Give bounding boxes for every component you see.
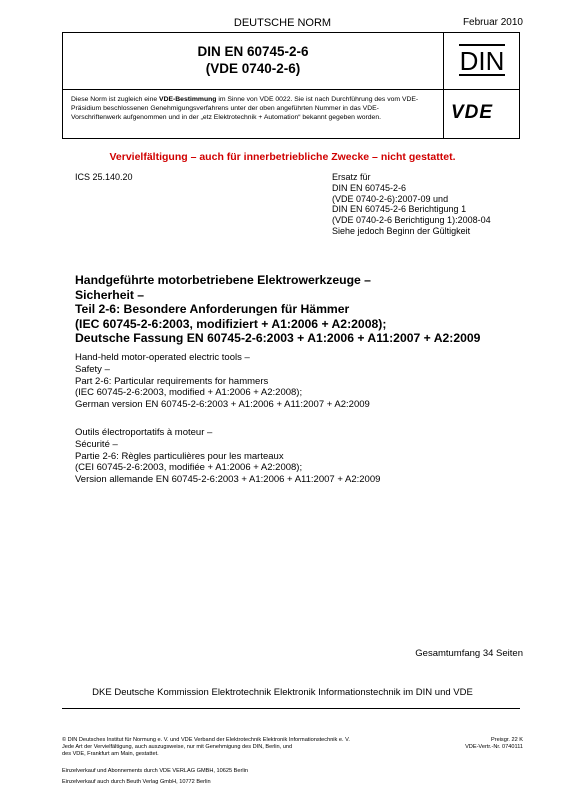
- copyright-notice: [62, 737, 422, 758]
- title-fr-line: Partie 2-6: Règles particulières pour les marteaux: [75, 450, 284, 462]
- vde-box-divider: [443, 90, 444, 138]
- copyright-line: des VDE, Frankfurt am Main, gestattet.: [62, 751, 159, 757]
- title-fr-line: Outils électroportatifs à moteur –: [75, 427, 213, 438]
- title-en-line: Safety –: [75, 363, 110, 375]
- vde-statement-part1: Diese Norm ist zugleich eine: [71, 96, 160, 103]
- replacement-line: (VDE 0740-2-6 Berichtigung 1):2008-04: [332, 215, 491, 226]
- sales-info-vde: Einzelverkauf und Abonnements durch VDE VERLAG GMBH, 10625 Berlin: [62, 768, 248, 774]
- title-english: [75, 352, 545, 411]
- standard-number-line: DIN EN 60745-2-6: [197, 44, 309, 59]
- title-fr-line: Version allemande EN 60745-2-6:2003 + A1:2006 + A11:2007 + A2:2009: [75, 474, 381, 486]
- title-de-line: (IEC 60745-2-6:2003, modifiziert + A1:2006 + A2:2008);: [75, 316, 387, 331]
- copyright-line: Jede Art der Vervielfältigung, auch auszugsweise, nur mit Genehmigung des DIN, Berlin, und: [62, 744, 293, 750]
- standard-number: [63, 43, 443, 77]
- title-french: [75, 427, 545, 486]
- replacement-line: DIN EN 60745-2-6: [332, 182, 407, 193]
- footer-divider: [62, 708, 520, 709]
- vde-statement-bold: VDE-Bestimmung: [159, 96, 217, 103]
- replacement-line: DIN EN 60745-2-6 Berichtigung 1: [332, 204, 467, 215]
- replacement-line: Siehe jedoch Beginn der Gültigkeit: [332, 225, 471, 236]
- title-fr-line: Sécurité –: [75, 438, 118, 450]
- title-de-line: Handgeführte motorbetriebene Elektrowerkzeuge –: [75, 273, 371, 287]
- title-en-line: (IEC 60745-2-6:2003, modified + A1:2006 + A2:2008);: [75, 387, 303, 399]
- vde-order-number: VDE-Vertr.-Nr. 0740111: [465, 744, 523, 750]
- title-de-line: Teil 2-6: Besondere Anforderungen für Hämmer: [75, 302, 350, 317]
- din-logo-text: DIN: [459, 46, 505, 76]
- vde-statement-text: [71, 95, 429, 122]
- title-box: [62, 32, 520, 90]
- title-de-line: Deutsche Fassung EN 60745-2-6:2003 + A1:2006 + A11:2007 + A2:2009: [75, 331, 481, 346]
- norm-type-label: DEUTSCHE NORM: [233, 17, 332, 29]
- replacement-line: Ersatz für: [332, 172, 371, 182]
- din-logo-icon: [457, 42, 507, 78]
- reproduction-notice: Vervielfältigung – auch für innerbetriebliche Zwecke – nicht gestattet.: [109, 151, 456, 163]
- title-fr-line: (CEI 60745-2-6:2003, modifiée + A1:2006 + A2:2008);: [75, 462, 303, 474]
- price-group: Preisgr. 22 K: [490, 737, 523, 743]
- title-en-line: German version EN 60745-2-6:2003 + A1:2006 + A11:2007 + A2:2009: [75, 399, 370, 411]
- vde-statement-box: [62, 89, 520, 139]
- title-de-line: Sicherheit –: [75, 287, 145, 302]
- total-pages: Gesamtumfang 34 Seiten: [415, 648, 523, 659]
- title-en-line: Hand-held motor-operated electric tools –: [75, 352, 250, 363]
- copyright-line: © DIN Deutsches Institut für Normung e. V. und VDE Verband der Elektrotechnik Elektronik Informationstechnik e. V.: [62, 737, 350, 743]
- ics-code: ICS 25.140.20: [75, 172, 133, 182]
- vde-statement-part2: im Sinne von VDE 0022. Sie ist nach Durchführung des vom VDE-Präsidium beschlossenen Genehmigungsverfahrens unter der oben angeführten Nummer in das VDE-Vorschriftenwerk aufgenommen und in der „etz Elektrotechnik + Automation“ bekannt gegeben worden.: [71, 96, 419, 121]
- title-box-divider: [443, 33, 444, 89]
- replacement-line: (VDE 0740-2-6):2007-09 und: [332, 193, 449, 204]
- vde-logo-icon: VDE: [451, 102, 494, 123]
- vde-number-line: (VDE 0740-2-6): [205, 61, 301, 76]
- price-info: [465, 737, 523, 751]
- title-german: [75, 273, 545, 346]
- dke-committee: DKE Deutsche Kommission Elektrotechnik Elektronik Informationstechnik im DIN und VDE: [92, 687, 473, 698]
- title-en-line: Part 2-6: Particular requirements for hammers: [75, 375, 269, 387]
- publication-date: Februar 2010: [462, 17, 523, 28]
- sales-info-beuth: Einzelverkauf auch durch Beuth Verlag GmbH, 10772 Berlin: [62, 779, 211, 785]
- replacement-info: [332, 172, 491, 237]
